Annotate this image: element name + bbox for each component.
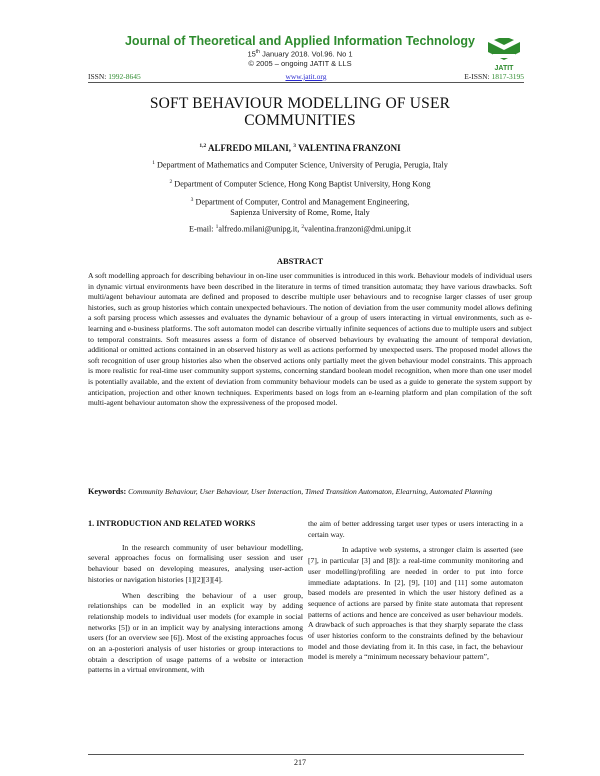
paper-title: SOFT BEHAVIOUR MODELLING OF USER COMMUNITIES xyxy=(149,95,451,129)
paragraph: In the research community of user behaviour modelling, several approaches focus on formalising user session and user behaviour based on developing measures, analysing user-action histories or navigation histories [1][2][3][4]. xyxy=(88,542,303,584)
logo-text: JATIT xyxy=(494,65,514,72)
issue-day-suffix: th xyxy=(255,49,260,55)
journal-url-link[interactable]: www.jatit.org xyxy=(285,72,327,81)
eissn: E-ISSN: 1817-3195 xyxy=(464,72,524,81)
affiliation-3: $^3$ Department of Computer, Control and Management Engineering, Sapienza University of Rome, Rome, Italy xyxy=(190,197,410,217)
journal-title: Journal of Theoretical and Applied Information Technology xyxy=(124,34,476,48)
paragraph: In adaptive web systems, a stronger claim is asserted (see [7], in particular [3] and [8]): a real-time community monitoring and user modelling/profiling are needed in order to put into force immediate adaptations. In [2], [9], [10] and [11] some automaton based models are presented in which the user history defined as a sequence of actions are parsed by finite state automata that represent patterns of actions and hence are conceived as user behaviour models. A drawback of such approaches is that they sharply separate the class of user histories conform to the constraints defined by the behaviour model and those deviating from it. In this case, in fact, the behaviour model is merely a “minimum necessary behaviour pattern”, xyxy=(308,545,523,662)
affiliation-2: $^2$ Department of Computer Science, Hong Kong Baptist University, Hong Kong xyxy=(169,179,431,189)
paragraph: the aim of better addressing target user types or users interacting in a certain way. xyxy=(308,519,523,539)
affiliation-1: $^1$ Department of Mathematics and Computer Science, University of Perugia, Perugia, Italy xyxy=(152,160,448,170)
abstract-text: A soft modelling approach for describing behaviour in on-line user communities is introduced in this work. Behaviour models of individual users in dynamic virtual environments have been described in the literature in terms of timed transition automata; they have various drawbacks. Soft multi/agent behaviour automata are defined and proposed to describe multiple user behaviours and to recognise larger classes of user group histories, such as group histories which contain unexpected behaviours. The notion of deviation from the user community model allows defining a soft parsing process which assesses and evaluates the dynamic behaviour of a group of users interacting in virtual environments, such as e-learning and e-business platforms. The soft automaton model can describe virtually infinite sequences of actions due to multiple users and subject to temporal constraints. Soft measures assess a form of distance of observed behaviours by evaluating the amount of temporal deviation, additional or omitted actions contained in an observed history as well as actions performed by unexpected users. The proposed model allows the soft recognition of user group histories also when the observed actions only partially meet the given behaviour model constraints. This approach is more realistic for real-time user community support systems, concerning standard boolean model recognition, when more than one user model is potentially available, and the extent of deviation from community behaviour models can be used as a guide to generate the system support by anticipation, projection and other known techniques. Experiments based on logs from an e-learning platform and plan compilation of the soft multi-agent behaviour automaton show the expressiveness of the proposed model. xyxy=(88,271,532,408)
header-divider xyxy=(88,82,524,83)
email-1-link[interactable]: alfredo.milani@unipg.it, xyxy=(218,224,300,234)
footer-divider xyxy=(88,754,524,755)
email-2-link[interactable]: valentina.franzoni@dmi.unipg.it xyxy=(304,224,412,234)
left-column xyxy=(88,519,303,681)
section-heading: 1. INTRODUCTION AND RELATED WORKS xyxy=(88,519,256,528)
keywords: Keywords: Community Behaviour, User Behaviour, User Interaction, Timed Transition Automaton, Elearning, Automated Planning xyxy=(88,487,493,496)
issue-day: 15 xyxy=(247,49,256,59)
email-line: E-mail: $^1$alfredo.milani@unipg.it, $^2$valentina.franzoni@dmi.unipg.it xyxy=(188,224,412,234)
abstract-heading: ABSTRACT xyxy=(276,256,324,266)
copyright: © 2005 – ongoing JATIT & LLS xyxy=(248,58,352,68)
jatit-logo-icon xyxy=(484,38,524,72)
paragraph: When describing the behaviour of a user group, relationships can be modelled in an explicit way by adding relationship models to individual user models (for example in social networks [5]) or in an implicit way by analysing interactions among users (for an overview see [6]). Most of the existing approaches focus on an a-posteriori analysis of user histories or group interactions to obtain a description of usage patterns of a website or interaction patterns in a virtual environment, with xyxy=(88,590,303,675)
issn: ISSN: 1992-8645 xyxy=(88,72,141,81)
page-number: 217 xyxy=(294,758,306,767)
authors: $^{1,2}$ ALFREDO MILANI, $^3$ VALENTINA FRANZONI xyxy=(199,143,401,153)
issue-line: January 2018. Vol.96. No 1 xyxy=(262,49,353,59)
right-column xyxy=(308,519,523,668)
issue-info xyxy=(100,48,500,68)
